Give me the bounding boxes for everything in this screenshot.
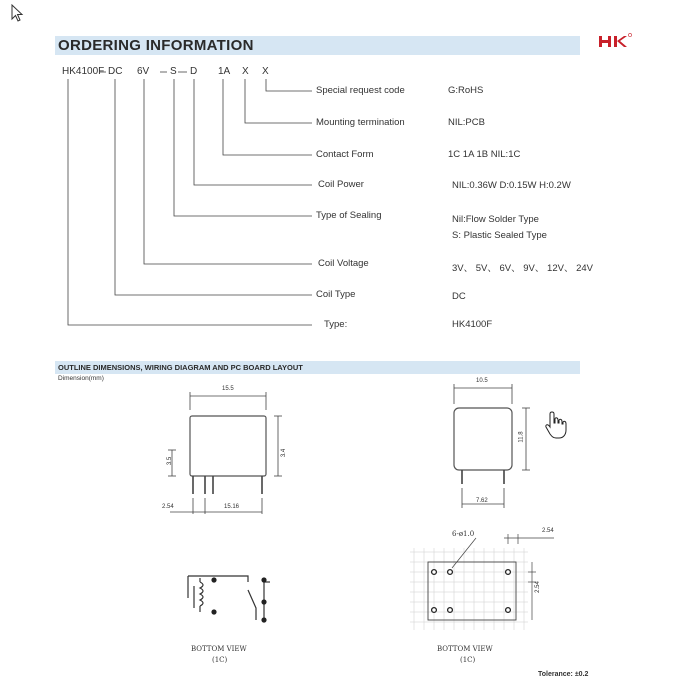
front-width-dim: 15.5 xyxy=(222,386,234,392)
label-contact-form: Contact Form xyxy=(316,149,374,160)
pcb-holes-label: 6-ø1.0 xyxy=(452,530,475,538)
value-special-request: G:RoHS xyxy=(448,85,484,96)
label-type: Type: xyxy=(324,319,348,330)
wiring-diagram-drawing xyxy=(180,568,280,628)
dimension-unit: Dimension(mm) xyxy=(58,375,104,382)
code-mounting: X xyxy=(242,66,249,77)
label-coil-type: Coil Type xyxy=(316,289,356,300)
front-pitch-a-dim: 2.54 xyxy=(162,504,174,510)
pcb-pitch-side-dim: 2.54 xyxy=(534,581,541,593)
value-sealing-2: S: Plastic Sealed Type xyxy=(452,230,547,241)
value-type: HK4100F xyxy=(452,319,493,330)
code-special: X xyxy=(262,66,269,77)
outline-title: OUTLINE DIMENSIONS, WIRING DIAGRAM AND PC BOARD LAYOUT xyxy=(58,363,303,372)
bottom-view-right-sub: (1C) xyxy=(460,656,476,664)
tolerance-note: Tolerance: ±0.2 xyxy=(538,671,589,678)
value-contact-form: 1C 1A 1B NIL:1C xyxy=(448,149,521,160)
code-sealing: S xyxy=(170,66,177,77)
bottom-view-right-label: BOTTOM VIEW xyxy=(437,645,493,653)
front-height-right-dim: 3.4 xyxy=(281,448,288,458)
front-view-drawing xyxy=(150,380,290,520)
side-height-dim: 11.8 xyxy=(518,431,525,443)
code-coil-type: DC xyxy=(108,66,123,77)
label-sealing: Type of Sealing xyxy=(316,210,382,221)
side-width-dim: 10.5 xyxy=(476,378,488,384)
code-contact-form: 1A xyxy=(218,66,231,77)
pcb-layout-drawing xyxy=(404,530,554,640)
page-title: ORDERING INFORMATION xyxy=(58,37,254,54)
front-pitch-b-dim: 15.16 xyxy=(224,504,240,510)
value-coil-power: NIL:0.36W D:0.15W H:0.2W xyxy=(452,180,571,191)
bottom-view-left-label: BOTTOM VIEW xyxy=(191,645,247,653)
label-coil-voltage: Coil Voltage xyxy=(318,258,369,269)
label-coil-power: Coil Power xyxy=(318,179,364,190)
side-pin-pitch-dim: 7.62 xyxy=(476,498,488,504)
front-height-left-dim: 3.5 xyxy=(167,456,174,466)
bottom-view-left-sub: (1C) xyxy=(212,656,228,664)
value-mounting: NIL:PCB xyxy=(448,117,485,128)
code-coil-power: D xyxy=(190,66,198,77)
pcb-pitch-top-dim: 2.54 xyxy=(542,528,554,534)
value-sealing: Nil:Flow Solder Type xyxy=(452,214,539,225)
code-coil-voltage: 6V xyxy=(137,66,150,77)
side-view-drawing xyxy=(440,376,540,516)
value-coil-voltage: 3V、 5V、 6V、 9V、 12V、 24V xyxy=(452,263,593,274)
label-special-request: Special request code xyxy=(316,85,405,96)
value-coil-type: DC xyxy=(452,291,466,302)
code-part: HK4100F xyxy=(62,66,105,77)
hand-cursor-icon xyxy=(544,410,568,440)
label-mounting: Mounting termination xyxy=(316,117,405,128)
